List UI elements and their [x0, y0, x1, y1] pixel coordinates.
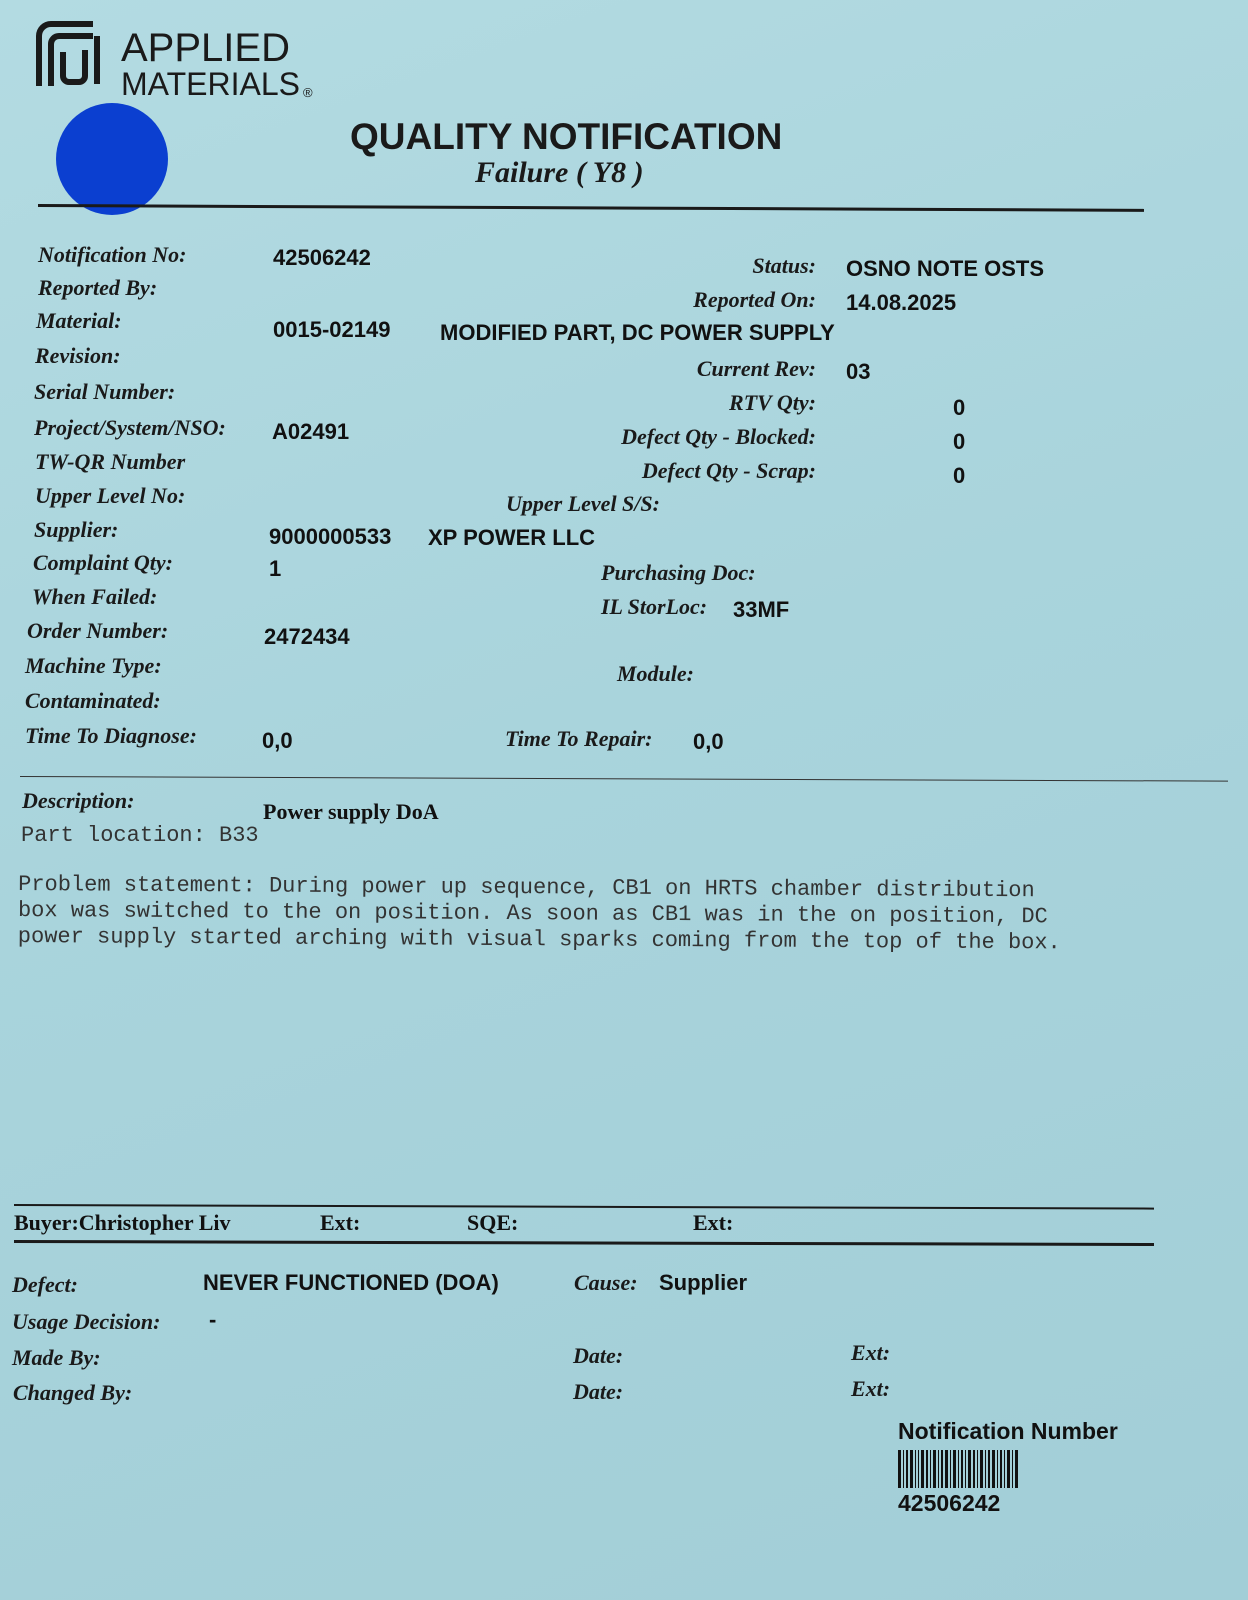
- label-complaint-qty: Complaint Qty:: [33, 550, 173, 575]
- label-made-by-date: Date:: [573, 1343, 624, 1368]
- barcode-number: 42506242: [898, 1490, 1001, 1516]
- brand-line-1: APPLIED: [121, 26, 290, 70]
- value-rtv-qty: 0: [953, 395, 966, 420]
- value-description: Power supply DoA: [263, 799, 439, 824]
- problem-line-1: Problem statement: During power up sequence, CB1 on HRTS chamber distribution: [18, 872, 1035, 904]
- company-logo: [33, 18, 323, 103]
- label-time-to-diagnose: Time To Diagnose:: [25, 723, 197, 748]
- problem-line-3: power supply started arching with visual sparks coming from the top of the box.: [17, 923, 1061, 956]
- label-current-rev: Current Rev:: [696, 356, 816, 381]
- value-supplier: 9000000533: [269, 524, 392, 549]
- value-notification-no: 42506242: [273, 245, 371, 270]
- label-notification-no: Notification No:: [38, 242, 187, 267]
- label-project: Project/System/NSO:: [34, 415, 226, 440]
- label-revision: Revision:: [35, 343, 121, 368]
- value-il-storloc: 33MF: [733, 597, 790, 622]
- value-reported-on: 14.08.2025: [846, 290, 957, 315]
- label-description: Description:: [22, 788, 135, 813]
- problem-line-2: box was switched to the on position. As soon as CB1 was in the on position, DC: [17, 898, 1048, 930]
- label-changed-by-ext: Ext:: [851, 1376, 891, 1401]
- value-order-number: 2472434: [264, 624, 350, 649]
- label-when-failed: When Failed:: [32, 584, 158, 609]
- value-complaint-qty: 1: [269, 556, 282, 581]
- label-changed-by-date: Date:: [573, 1379, 624, 1404]
- contacts-top-rule: [14, 1204, 1154, 1210]
- label-supplier: Supplier:: [34, 517, 119, 542]
- label-changed-by: Changed By:: [13, 1380, 133, 1405]
- contacts-bottom-rule: [14, 1240, 1154, 1246]
- value-current-rev: 03: [846, 359, 871, 384]
- description-divider: [20, 776, 1228, 782]
- buyer-ext-label: Ext:: [320, 1210, 361, 1235]
- label-material: Material:: [36, 308, 122, 333]
- label-serial-number: Serial Number:: [34, 379, 176, 404]
- value-status: OSNO NOTE OSTS: [846, 256, 1045, 281]
- label-made-by-ext: Ext:: [851, 1340, 891, 1365]
- label-upper-level-ss: Upper Level S/S:: [506, 491, 660, 516]
- label-module: Module:: [617, 661, 694, 686]
- label-time-to-repair: Time To Repair:: [505, 726, 653, 751]
- value-time-to-diagnose: 0,0: [262, 728, 293, 753]
- value-usage-decision: -: [209, 1307, 217, 1332]
- header-rule: [38, 204, 1144, 212]
- label-machine-type: Machine Type:: [25, 653, 162, 678]
- label-made-by: Made By:: [12, 1345, 101, 1370]
- label-usage-decision: Usage Decision:: [12, 1309, 161, 1334]
- part-location: Part location: B33: [21, 823, 259, 848]
- value-time-to-repair: 0,0: [693, 729, 724, 754]
- applied-materials-logo-icon: [33, 18, 109, 94]
- page-subtitle: Failure ( Y8 ): [475, 156, 644, 189]
- value-material-desc: MODIFIED PART, DC POWER SUPPLY: [440, 320, 835, 345]
- value-defect: NEVER FUNCTIONED (DOA): [203, 1270, 499, 1295]
- value-material: 0015-02149: [273, 317, 391, 342]
- label-defect-qty-blocked: Defect Qty - Blocked:: [621, 424, 816, 449]
- value-supplier-name: XP POWER LLC: [428, 525, 596, 550]
- label-defect-qty-scrap: Defect Qty - Scrap:: [641, 458, 816, 483]
- value-defect-qty-blocked: 0: [953, 429, 966, 454]
- label-reported-on: Reported On:: [693, 287, 816, 312]
- page-title: QUALITY NOTIFICATION: [350, 116, 783, 157]
- label-status: Status:: [752, 253, 816, 278]
- barcode-title: Notification Number: [898, 1418, 1118, 1444]
- label-cause: Cause:: [574, 1270, 638, 1295]
- label-upper-level-no: Upper Level No:: [35, 483, 186, 508]
- value-defect-qty-scrap: 0: [953, 463, 966, 488]
- buyer-name: Buyer:Christopher Liv: [14, 1210, 231, 1235]
- value-cause: Supplier: [659, 1270, 748, 1295]
- brand-registered-mark: ®: [303, 85, 313, 100]
- sqe-label: SQE:: [467, 1210, 519, 1235]
- label-il-storloc: IL StorLoc:: [601, 594, 708, 619]
- label-order-number: Order Number:: [27, 618, 169, 643]
- label-reported-by: Reported By:: [38, 275, 158, 300]
- brand-line-2: MATERIALS: [121, 66, 300, 102]
- label-purchasing-doc: Purchasing Doc:: [601, 560, 756, 585]
- blue-dot-sticker: [56, 103, 168, 215]
- problem-statement: [18, 872, 1061, 956]
- label-rtv-qty: RTV Qty:: [729, 390, 816, 415]
- sqe-ext-label: Ext:: [693, 1210, 734, 1235]
- label-defect: Defect:: [12, 1272, 78, 1297]
- value-project: A02491: [272, 419, 350, 444]
- barcode-icon: [898, 1450, 1020, 1488]
- label-twqr-number: TW-QR Number: [35, 449, 186, 474]
- label-contaminated: Contaminated:: [25, 688, 161, 713]
